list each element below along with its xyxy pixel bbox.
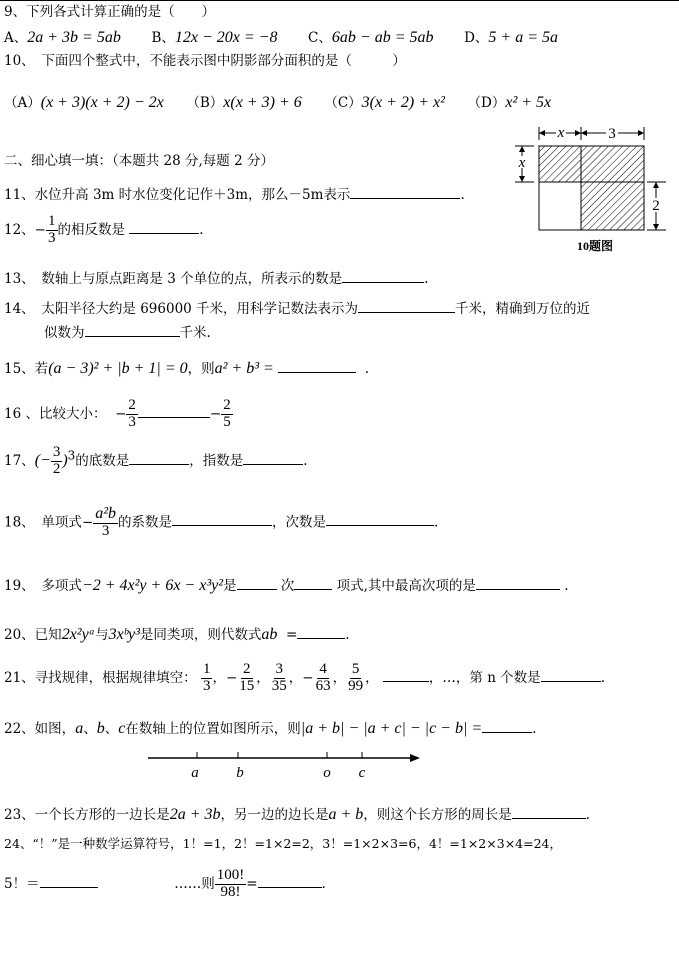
q9-option-a-label: A、 bbox=[4, 30, 28, 46]
q18-blank-1[interactable] bbox=[172, 513, 272, 526]
q24-den: 98! bbox=[220, 883, 241, 900]
q23-expr2: a + b bbox=[328, 806, 364, 823]
q20-eq: = bbox=[285, 627, 298, 643]
hatched-bottom-right bbox=[581, 182, 644, 230]
q24-fraction bbox=[215, 868, 247, 901]
q17: 17、(− $\frac{3}{2}$ )$^3$的底数是 ，指数是 . bbox=[4, 444, 308, 477]
q18-den: 3 bbox=[101, 522, 110, 539]
q11: 11、水位升高 3m 时水位变化记作＋3m，那么－5m表示 . bbox=[4, 187, 465, 203]
q21-num: 3 bbox=[275, 661, 284, 677]
q20-pre: 20、已知 bbox=[4, 627, 62, 643]
q9-options bbox=[4, 30, 558, 46]
q14-blank-1[interactable] bbox=[358, 300, 455, 313]
q12: 12、− $\frac{1}{3}$ 的相反数是 . bbox=[4, 213, 204, 246]
top-rule bbox=[0, 0, 679, 1]
q20-expr3: ab bbox=[261, 626, 278, 643]
q17-num: 3 bbox=[52, 444, 61, 460]
q18-pre: 18、 单项式 bbox=[4, 514, 82, 531]
q10-option-a-label: （A） bbox=[4, 95, 41, 111]
q17-post1: 的底数是 bbox=[75, 452, 130, 469]
q14-line1-end: 千米，精确到万位的近 bbox=[455, 301, 591, 317]
q18: 18、 单项式− $\frac{\text{a²b}}{3}$ 的系数是 ，次数是 . bbox=[4, 505, 439, 539]
q13-blank[interactable] bbox=[342, 270, 424, 283]
q17-fraction bbox=[51, 445, 63, 478]
q21-blank-1[interactable] bbox=[383, 669, 429, 682]
q22-pre: 22、如图， bbox=[4, 721, 76, 737]
q23-blank[interactable] bbox=[512, 806, 586, 819]
fig-label-2: 2 bbox=[652, 198, 660, 214]
q21-fractions bbox=[201, 661, 379, 694]
q20-expr2: 3xᵇy³ bbox=[108, 626, 140, 643]
q21-fraction bbox=[346, 662, 365, 695]
q12-blank[interactable] bbox=[129, 221, 199, 234]
q21-sign: − bbox=[225, 669, 238, 686]
q14-text: 14、 太阳半径大约是 696000 千米，用科学记数法表示为 bbox=[4, 301, 359, 317]
q18-num: a²b bbox=[95, 505, 117, 522]
q16-den-1: 3 bbox=[128, 413, 136, 430]
q10-option-d: x² + 5x bbox=[505, 94, 552, 111]
q10-option-d-label: （D） bbox=[467, 95, 506, 111]
q21-fraction bbox=[201, 662, 213, 695]
fig-label-3: 3 bbox=[608, 126, 616, 142]
q19-blank-1[interactable] bbox=[237, 577, 277, 590]
q9-option-c: 6ab − ab = 5ab bbox=[331, 29, 434, 46]
q21-fraction bbox=[314, 662, 333, 695]
q22: 22、如图，a、b、c在数轴上的位置如图所示，则|a + b| − |a + c| − |c − b| = . bbox=[4, 720, 537, 737]
q18-fraction bbox=[93, 506, 118, 540]
q15-mid: ，则 bbox=[187, 361, 215, 377]
numline-label-b: b bbox=[236, 765, 244, 781]
q21-comma: ， bbox=[365, 669, 379, 686]
q21: 21、寻找规律，根据规律填空： $\frac{1}{3}$ ，− $\frac{2}{15}$ ， $\frac{3}{35}$ ，− $\frac{4}{63}$ ， $\frac{5}{99}$ ， ，…，第 n 个数是 . bbox=[4, 661, 605, 694]
q16: 16 、比较大小： − $\frac{2}{3}$ − $\frac{2}{5}$ bbox=[4, 397, 231, 430]
q9-option-c-label: C、 bbox=[308, 30, 332, 46]
q19-pre: 19、 多项式 bbox=[4, 578, 82, 594]
q14-line1 bbox=[4, 300, 590, 317]
q24-num: 100! bbox=[216, 867, 245, 883]
q15-expr: (a − 3)² + |b + 1| = 0 bbox=[48, 360, 188, 377]
q17-den: 2 bbox=[52, 460, 61, 477]
q10-figure bbox=[510, 124, 675, 256]
q21-comma: ， bbox=[212, 669, 226, 686]
q11-text: 11、水位升高 3m 时水位变化记作＋3m，那么－5m表示 bbox=[4, 187, 351, 203]
q20-post: 是同类项，则代数式 bbox=[139, 627, 262, 643]
q21-den: 99 bbox=[348, 677, 364, 694]
q24-blank-2[interactable] bbox=[258, 875, 322, 888]
q20-mid: 与 bbox=[95, 627, 109, 643]
q22-var-a: a bbox=[75, 720, 84, 737]
q17-pre: 17、 bbox=[4, 452, 35, 469]
q21-comma: ， bbox=[256, 669, 270, 686]
q22-var-c: c bbox=[118, 720, 126, 737]
q15-pre: 15、若 bbox=[4, 361, 49, 377]
q21-comma: ， bbox=[332, 669, 347, 686]
q10-option-b-label: （B） bbox=[186, 95, 224, 111]
q20-expr1: 2x²yᵃ bbox=[61, 626, 96, 643]
q14-blank-2[interactable] bbox=[85, 324, 180, 337]
q12-num: 1 bbox=[48, 213, 56, 229]
q24-line2-mid: ……则 bbox=[174, 875, 215, 892]
q14-line2 bbox=[44, 324, 211, 341]
q21-comma: ， bbox=[288, 669, 303, 686]
q10-options bbox=[4, 95, 551, 111]
q21-num: 5 bbox=[351, 661, 360, 677]
q19-post2: 次 bbox=[280, 578, 295, 594]
q21-den: 35 bbox=[271, 677, 287, 694]
q21-num: 1 bbox=[202, 661, 211, 677]
q16-num-2: 2 bbox=[223, 397, 231, 413]
q17-blank-2[interactable] bbox=[243, 452, 303, 465]
q14-line2-pre: 似数为 bbox=[44, 325, 85, 341]
q19-blank-2[interactable] bbox=[294, 577, 332, 590]
q10-option-c-label: （C） bbox=[324, 95, 362, 111]
q21-den: 63 bbox=[315, 677, 331, 694]
hatched-top-right bbox=[581, 146, 644, 182]
fig-label-x-top: x bbox=[557, 125, 565, 141]
q18-post2: ，次数是 bbox=[272, 514, 327, 531]
q15-blank[interactable] bbox=[278, 360, 356, 373]
q23-mid: ，另一边的边长是 bbox=[220, 807, 329, 823]
q23-post: ，则这个长方形的周长是 bbox=[363, 807, 512, 823]
q10-option-c: 3(x + 2) + x² bbox=[361, 94, 445, 111]
q22-var-b: b bbox=[96, 720, 105, 737]
q12-post: 的相反数是 bbox=[57, 221, 125, 238]
q16-fraction-2 bbox=[221, 398, 233, 431]
q19: 19、 多项式−2 + 4x²y + 6x − x³y²是 次 项式,其中最高次项的是 . bbox=[4, 577, 569, 594]
q21-fraction bbox=[237, 662, 256, 695]
hatched-square bbox=[539, 146, 581, 182]
q20: 20、已知2x²yᵃ与3xᵇy³是同类项，则代数式ab = . bbox=[4, 626, 350, 643]
q23-expr1: 2a + 3b bbox=[169, 806, 221, 823]
q20-blank[interactable] bbox=[297, 626, 345, 639]
q15-expr2: a² + b³ = bbox=[214, 360, 274, 377]
q21-fraction bbox=[270, 662, 289, 695]
q16-fraction-1 bbox=[126, 398, 138, 431]
q18-post1: 的系数是 bbox=[118, 514, 173, 531]
fig-label-x-left: x bbox=[518, 155, 526, 171]
q24-line2: 5！＝ ……则 $\frac{100!}{98!}$ = . bbox=[4, 867, 326, 900]
q24-eq: = bbox=[246, 875, 258, 892]
q22-blank[interactable] bbox=[482, 720, 532, 733]
q21-den: 3 bbox=[202, 677, 211, 694]
q21-num: 4 bbox=[319, 661, 327, 677]
q13: 13、 数轴上与原点距离是 3 个单位的点，所表示的数是 . bbox=[4, 271, 429, 287]
q19-expr: −2 + 4x²y + 6x − x³y² bbox=[81, 577, 224, 594]
q21-sign: − bbox=[302, 669, 314, 686]
q9-option-d-label: D、 bbox=[464, 30, 489, 46]
q22-number-line bbox=[140, 748, 425, 782]
numline-label-a: a bbox=[191, 765, 199, 781]
q12-den: 3 bbox=[48, 229, 56, 246]
q16-blank[interactable] bbox=[138, 405, 210, 418]
q19-blank-3[interactable] bbox=[476, 577, 560, 590]
q19-post1: 是 bbox=[223, 578, 237, 594]
q17-post2: ，指数是 bbox=[189, 452, 244, 469]
fig-caption: 10题图 bbox=[576, 239, 614, 253]
q10-stem: 10、 下面四个整式中，不能表示图中阴影部分面积的是（ ） bbox=[4, 53, 406, 69]
q21-den: 15 bbox=[239, 677, 255, 694]
q21-pre: 21、寻找规律，根据规律填空： bbox=[4, 669, 197, 686]
q16-den-2: 5 bbox=[223, 413, 231, 430]
q23-pre: 23、一个长方形的一边长是 bbox=[4, 807, 170, 823]
q17-blank-1[interactable] bbox=[129, 452, 189, 465]
q10-option-a: (x + 3)(x + 2) − 2x bbox=[40, 94, 164, 111]
q21-num: 2 bbox=[243, 661, 251, 677]
q18-blank-2[interactable] bbox=[326, 513, 434, 526]
q9-option-b-label: B、 bbox=[151, 30, 175, 46]
q19-post3: 项式,其中最高次项的是 bbox=[336, 578, 476, 594]
q22-expr: |a + b| − |a + c| − |c − b| = bbox=[300, 720, 483, 737]
q9-option-b: 12x − 20x = −8 bbox=[174, 29, 278, 46]
q24-line2-pre: 5！＝ bbox=[4, 875, 40, 892]
q13-text: 13、 数轴上与原点距离是 3 个单位的点，所表示的数是 bbox=[4, 271, 343, 287]
q23: 23、一个长方形的一边长是2a + 3b，另一边的边长是a + b，则这个长方形的周长是 . bbox=[4, 806, 591, 823]
q9-option-a: 2a + 3b = 5ab bbox=[27, 29, 121, 46]
numline-label-c: c bbox=[358, 765, 366, 781]
q14-line2-end: 千米. bbox=[179, 325, 211, 341]
q11-blank[interactable] bbox=[350, 186, 460, 199]
numline-label-o: o bbox=[323, 765, 331, 781]
q15: 15、若(a − 3)² + |b + 1| = 0，则a² + b³ = . bbox=[4, 360, 369, 377]
q12-fraction bbox=[46, 214, 58, 247]
q21-post: ，…，第 n 个数是 bbox=[428, 669, 541, 686]
q22-post: 在数轴上的位置如图所示，则 bbox=[125, 721, 301, 737]
q12-pre: 12、− bbox=[4, 221, 46, 238]
q10-option-b: x(x + 3) + 6 bbox=[223, 94, 302, 111]
section-2-heading: 二、细心填一填：（本题共 28 分,每题 2 分） bbox=[4, 153, 274, 169]
q17-exp: 3 bbox=[67, 448, 76, 463]
q9-option-d: 5 + a = 5a bbox=[488, 29, 558, 46]
blank-bottom-left bbox=[539, 182, 581, 230]
q24-line1: 24、“！”是一种数学运算符号，1！=1，2！=1×2=2，3！=1×2×3=6，4！=1×2×3×4=24， bbox=[4, 836, 562, 851]
q16-pre: 16 、比较大小： bbox=[4, 405, 107, 422]
q9-stem: 9、下列各式计算正确的是（ ） bbox=[4, 4, 216, 20]
q16-num-1: 2 bbox=[128, 397, 136, 413]
q21-blank-2[interactable] bbox=[541, 669, 601, 682]
q24-blank-1[interactable] bbox=[40, 875, 98, 888]
